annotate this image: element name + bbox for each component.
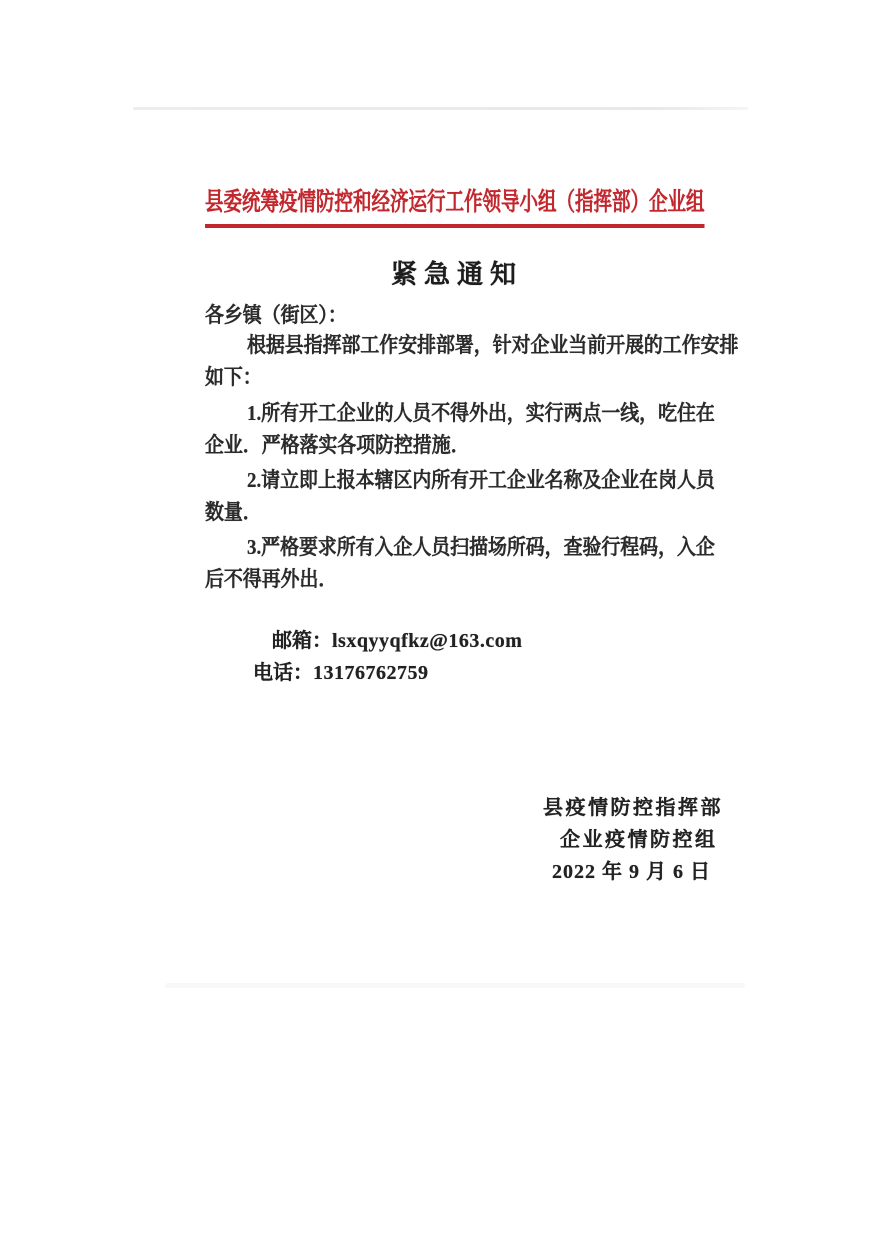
issuing-authority-title: 县委统筹疫情防控和经济运行工作领导小组（指挥部）企业组: [205, 182, 705, 228]
body-line: 后不得再外出．: [205, 567, 338, 591]
email-label: 邮箱：: [272, 630, 332, 652]
signature-org-line1: 县疫情防控指挥部: [543, 797, 723, 819]
scan-smudge-artifact: [165, 983, 745, 988]
phone-label: 电话：: [253, 662, 313, 684]
contact-email-line: [272, 624, 522, 653]
body-line-item-2: 2.请立即上报本辖区内所有开工企业名称及企业在岗人员: [247, 468, 715, 492]
email-address: lsxqyyqfkz@163.com: [332, 630, 523, 652]
body-line: 如下：: [205, 365, 262, 389]
body-line: 数量．: [205, 500, 262, 524]
phone-number: 13176762759: [313, 662, 429, 684]
signature-date: 2022 年 9 月 6 日: [552, 861, 711, 883]
body-line: 根据县指挥部工作安排部署，针对企业当前开展的工作安排: [247, 333, 739, 357]
body-line: 企业．严格落实各项防控措施．: [205, 433, 470, 457]
body-line-item-1: 1.所有开工企业的人员不得外出，实行两点一线，吃住在: [247, 401, 715, 425]
signature-org-line2: 企业疫情防控组: [560, 829, 718, 851]
salutation-line: 各乡镇（街区）：: [205, 303, 347, 327]
contact-phone-line: [253, 656, 429, 685]
page-top-edge-artifact: [133, 107, 748, 110]
notice-heading: 紧急通知: [391, 260, 524, 289]
body-line-item-3: 3.严格要求所有入企人员扫描场所码，查验行程码，入企: [247, 535, 715, 559]
